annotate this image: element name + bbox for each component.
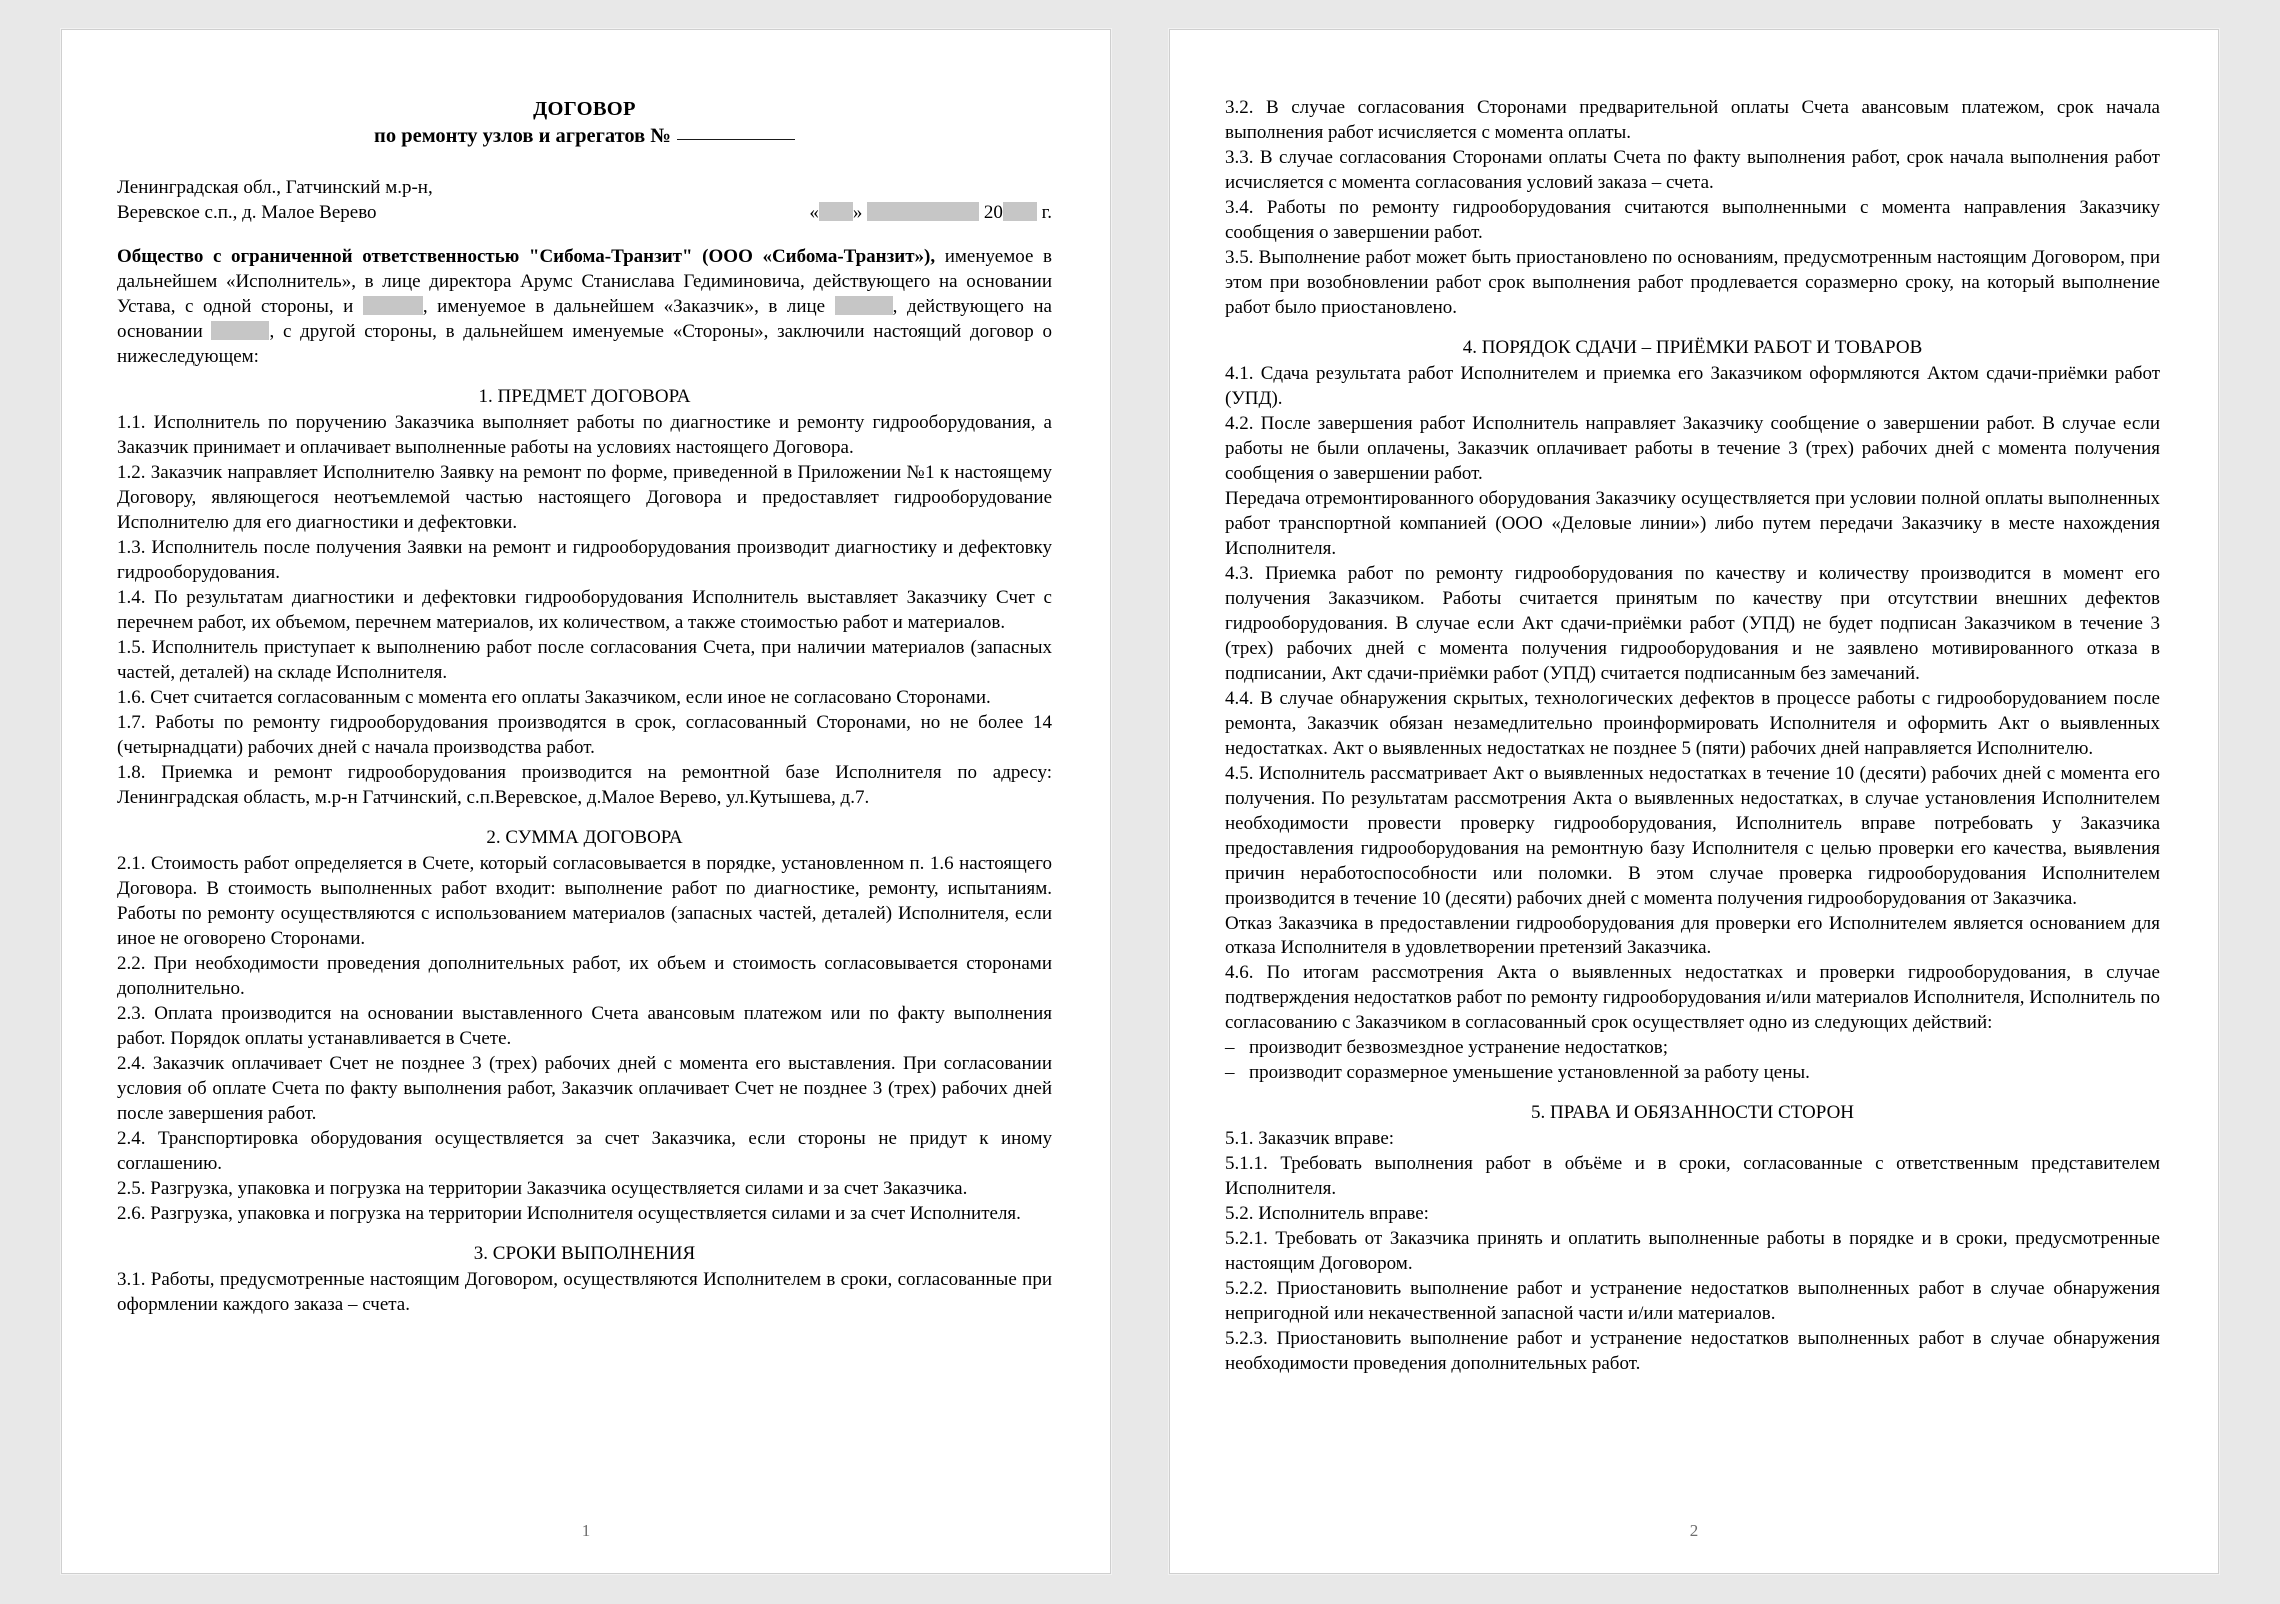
dash-bullet-icon: –	[1225, 1062, 1235, 1084]
clause-4-2-transfer: Передача отремонтированного оборудования Заказчику осуществляется при условии полной оплаты выполненных работ транспортной компанией (ООО «Деловые линии») либо путем передачи Заказчику в месте нахождения Исполнителя.	[1225, 487, 2160, 559]
clause-1-2: 1.2. Заказчик направляет Исполнителю Заявку на ремонт по форме, приведенной в Приложении №1 к настоящему Договору, являющегося неотъемлемой частью настоящего Договора и предоставляет гидрооборудование Исполнителю для его диагностики и дефектовки.	[117, 462, 1052, 534]
date-close-quote: »	[852, 202, 863, 224]
clause-3-4: 3.4. Работы по ремонту гидрооборудования считаются выполненными с момента направления Заказчику сообщения о завершении работ.	[1225, 196, 2160, 243]
clause-2-1: 2.1. Стоимость работ определяется в Счете, который согласовывается в порядке, установленном п. 1.6 настоящего Договора. В стоимость выполненных работ входит: выполнение работ по диагностике, ремонту, испытаниям. Работы по ремонту осуществляются с использованием материалов (запасных частей, деталей) Исполнителя, если иное не оговорено Сторонами.	[117, 853, 1052, 950]
customer-name-redaction	[363, 296, 423, 315]
parties-paragraph	[117, 245, 1052, 370]
parties-text-4: , с другой стороны, в дальнейшем именуемые «Стороны», заключили настоящий договор о нижеследующем:	[117, 321, 1053, 368]
parties-text-1: именуемое в дальнейшем «Исполнитель», в лице директора Арумс Станислава Гедиминовича, действующего на основании Устава, с одной стороны, и	[117, 246, 1052, 318]
date-year-redaction	[1003, 202, 1037, 221]
clause-4-6-option-1	[1225, 1036, 2160, 1061]
clause-4-2: 4.2. После завершения работ Исполнитель направляет Заказчику сообщение о завершении работ. В случае если работы не были оплачены, Заказчик оплачивает работы в течение 3 (трех) рабочих дней с момента получения сообщения о завершении работ.	[1225, 412, 2160, 484]
clause-2-3: 2.3. Оплата производится на основании выставленного Счета авансовым платежом или по факту выполнения работ. Порядок оплаты устанавливается в Счете.	[117, 1002, 1052, 1049]
clause-4-4: 4.4. В случае обнаружения скрытых, технологических дефектов в процессе работы с гидрооборудованием после ремонта, Заказчик обязан незамедлительно проинформировать Исполнителя и оформить Акт о выявленных недостатках. Акт о выявленных недостатках не позднее 5 (пяти) рабочих дней направляется Исполнителю.	[1225, 687, 2160, 759]
page-2-body	[1225, 96, 2160, 1496]
document-page-1[interactable]	[61, 29, 1111, 1574]
contractor-company-name: Общество с ограниченной ответственностью "Сибома-Транзит" (ООО «Сибома-Транзит»),	[117, 246, 936, 268]
clause-3-3: 3.3. В случае согласования Сторонами оплаты Счета по факту выполнения работ, срок начала выполнения работ исчисляется с момента согласования условий заказа – счета.	[1225, 146, 2160, 193]
page-number-1: 1	[581, 1521, 591, 1540]
clause-4-6: 4.6. По итогам рассмотрения Акта о выявленных недостатках и проверки гидрооборудования, в случае подтверждения недостатков работ по ремонту гидрооборудования и/или материалов Исполнителя, Исполнитель по согласованию с Заказчиком в согласованный срок осуществляет одно из следующих действий:	[1225, 962, 2160, 1034]
clause-1-6: 1.6. Счет считается согласованным с момента его оплаты Заказчиком, если иное не согласовано Сторонами.	[117, 687, 991, 709]
clause-1-8: 1.8. Приемка и ремонт гидрооборудования производится на ремонтной базе Исполнителя по адресу: Ленинградская область, м.р-н Гатчинский, с.п.Веревское, д.Малое Верево, ул.Кутышева, д.7.	[117, 762, 1052, 809]
document-page-2[interactable]	[1169, 29, 2219, 1574]
section-heading-5: 5. ПРАВА И ОБЯЗАННОСТИ СТОРОН	[1530, 1102, 1855, 1124]
document-title: ДОГОВОР	[533, 98, 636, 120]
clause-1-5: 1.5. Исполнитель приступает к выполнению работ после согласования Счета, при наличии материалов (запасных частей, деталей) на складе Исполнителя.	[117, 637, 1052, 684]
clause-5-1-1: 5.1.1. Требовать выполнения работ в объёме и в сроки, согласованные с ответственным представителем Исполнителя.	[1225, 1153, 2160, 1200]
page-number-2: 2	[1689, 1521, 1699, 1540]
contract-number-blank[interactable]	[677, 139, 795, 140]
clause-2-5: 2.5. Разгрузка, упаковка и погрузка на территории Заказчика осуществляется силами и за счет Заказчика.	[117, 1177, 968, 1199]
page-1-body	[117, 96, 1052, 1496]
clause-3-5: 3.5. Выполнение работ может быть приостановлено по основаниям, предусмотренным настоящим Договором, при этом при возобновлении работ срок выполнения работ продлевается соразмерно сроку, на который выполнение работ было приостановлено.	[1225, 246, 2160, 318]
section-heading-3: 3. СРОКИ ВЫПОЛНЕНИЯ	[473, 1242, 696, 1264]
clause-2-2: 2.2. При необходимости проведения дополнительных работ, их объем и стоимость согласовывается сторонами дополнительно.	[117, 953, 1052, 999]
address-line-1: Ленинградская обл., Гатчинский м.р-н,	[117, 177, 433, 199]
clause-3-1: 3.1. Работы, предусмотренные настоящим Договором, осуществляются Исполнителем в сроки, согласованные при оформлении каждого заказа – счета.	[117, 1268, 1052, 1315]
clause-1-3: 1.3. Исполнитель после получения Заявки на ремонт и гидрооборудования производит диагностику и дефектовку гидрооборудования.	[117, 537, 1052, 584]
clause-4-6-option-1-text: производит безвозмездное устранение недостатков;	[1249, 1037, 1669, 1059]
clause-5-2: 5.2. Исполнитель вправе:	[1225, 1203, 1429, 1225]
clause-4-5-refusal: Отказ Заказчика в предоставлении гидрооборудования для проверки его Исполнителем является основанием для отказа Исполнителя в удовлетворении претензий Заказчика.	[1225, 912, 2160, 959]
contract-date-line[interactable]	[809, 200, 1052, 225]
clause-2-6: 2.6. Разгрузка, упаковка и погрузка на территории Исполнителя осуществляется силами и за счет Исполнителя.	[117, 1202, 1021, 1224]
parties-text-3: , действующего на основании	[117, 296, 1052, 343]
clause-4-6-option-2	[1225, 1061, 2160, 1086]
clause-5-2-1: 5.2.1. Требовать от Заказчика принять и оплатить выполненные работы в порядке и в сроки, предусмотренные настоящим Договором.	[1225, 1228, 2160, 1275]
document-subtitle	[117, 123, 1052, 150]
date-day-redaction	[819, 202, 853, 221]
clause-1-7: 1.7. Работы по ремонту гидрооборудования производятся в срок, согласованный Сторонами, но не более 14 (четырнадцати) рабочих дней с начала производства работ.	[117, 712, 1052, 759]
date-year-prefix: 20	[983, 202, 1003, 224]
clause-4-6-option-2-text: производит соразмерное уменьшение установленной за работу цены.	[1249, 1062, 1810, 1084]
section-heading-2: 2. СУММА ДОГОВОРА	[486, 827, 683, 849]
clause-5-2-3: 5.2.3. Приостановить выполнение работ и устранение недостатков выполненных работ в случае обнаружения необходимости проведения дополнительных работ.	[1225, 1328, 2160, 1375]
document-subtitle-text: по ремонту узлов и агрегатов №	[374, 124, 671, 147]
date-open-quote: «	[809, 202, 819, 224]
clause-3-2: 3.2. В случае согласования Сторонами предварительной оплаты Счета авансовым платежом, срок начала выполнения работ исчисляется с момента оплаты.	[1225, 97, 2160, 143]
address-line-2: Веревское с.п., д. Малое Верево	[117, 202, 377, 224]
section-heading-1: 1. ПРЕДМЕТ ДОГОВОРА	[478, 386, 691, 408]
section-heading-4: 4. ПОРЯДОК СДАЧИ – ПРИЁМКИ РАБОТ И ТОВАРОВ	[1462, 336, 1923, 358]
clause-1-4: 1.4. По результатам диагностики и дефектовки гидрооборудования Исполнитель выставляет Заказчику Счет с перечнем работ, их объемом, перечнем материалов, их количеством, а также стоимостью работ и материалов.	[117, 587, 1052, 634]
date-month-redaction	[867, 202, 979, 221]
clause-1-1: 1.1. Исполнитель по поручению Заказчика выполняет работы по диагностике и ремонту гидрооборудования, а Заказчик принимает и оплачивает выполненные работы на условиях настоящего Договора.	[117, 412, 1052, 459]
customer-basis-redaction	[211, 321, 269, 340]
clause-4-5: 4.5. Исполнитель рассматривает Акт о выявленных недостатках в течение 10 (десяти) рабочих дней с момента его получения. По результатам рассмотрения Акта о выявленных недостатках, в случае установления Исполнителем необходимости провести проверку гидрооборудования, Исполнитель вправе потребовать у Заказчика предоставления гидрооборудования на ремонтную базу Исполнителя с целью проверки его качества, выявления причин неработоспособности или поломки. В этом случае проверка гидрооборудования Исполнителем производится в течение 10 (десяти) рабочих дней с момента получения гидрооборудования от Заказчика.	[1225, 762, 2160, 909]
date-year-suffix: г.	[1041, 202, 1052, 224]
clause-5-1: 5.1. Заказчик вправе:	[1225, 1128, 1395, 1150]
clause-5-2-2: 5.2.2. Приостановить выполнение работ и устранение недостатков выполненных работ в случае обнаружения непригодной или некачественной запасной части и/или материалов.	[1225, 1278, 2160, 1325]
clause-4-1: 4.1. Сдача результата работ Исполнителем и приемка его Заказчиком оформляются Актом сдачи-приёмки работ (УПД).	[1225, 362, 2160, 409]
clause-2-4a: 2.4. Заказчик оплачивает Счет не позднее 3 (трех) рабочих дней с момента его выставления. При согласовании условия об оплате Счета по факту выполнения работ, Заказчик оплачивает Счет не позднее 3 (трех) рабочих дней после завершения работ.	[117, 1052, 1052, 1124]
address-block	[117, 175, 1052, 225]
parties-text-2: , именуемое в дальнейшем «Заказчик», в лице	[422, 296, 835, 318]
clause-2-4b: 2.4. Транспортировка оборудования осуществляется за счет Заказчика, если стороны не придут к иному соглашению.	[117, 1127, 1052, 1174]
clause-4-3: 4.3. Приемка работ по ремонту гидрооборудования по качеству и количеству производится в момент его получения Заказчиком. Работы считается принятым по качеству при отсутствии внешних дефектов гидрооборудования. В случае если Акт сдачи-приёмки работ (УПД) не будет подписан Заказчиком в течение 3 (трех) рабочих дней с момента получения гидрооборудования и не заявлено мотивированного отказа в подписании, Акт сдачи-приёмки работ (УПД) считается подписанным без замечаний.	[1225, 562, 2160, 684]
dash-bullet-icon: –	[1225, 1037, 1235, 1059]
customer-representative-redaction	[835, 296, 893, 315]
